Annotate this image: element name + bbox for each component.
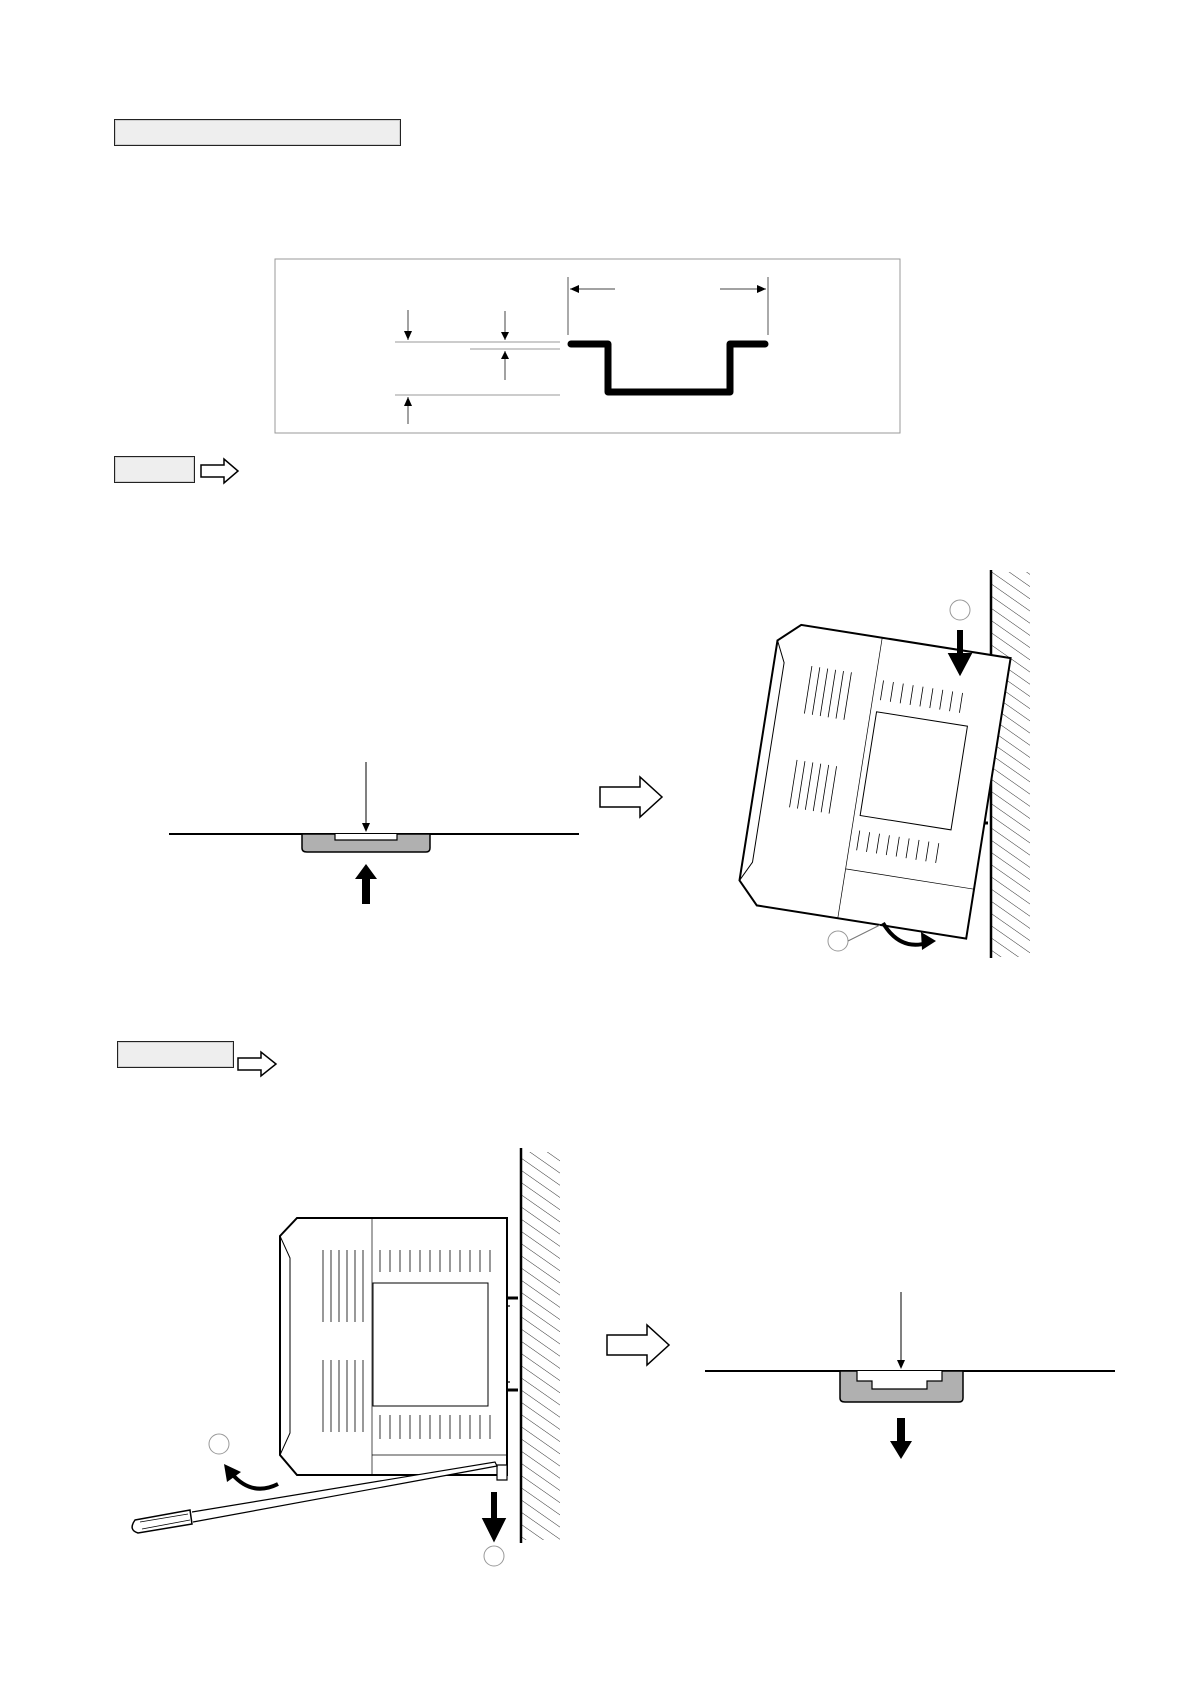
remove-wall: [521, 1148, 560, 1543]
install-wall: [991, 570, 1030, 958]
next-step-arrow-icon: [600, 777, 662, 817]
remove-module: [280, 1218, 507, 1480]
din-rail-dimension-figure: [275, 259, 900, 433]
install-latch-detail: [169, 762, 579, 852]
pull-down-arrow-icon: [485, 1494, 503, 1538]
install-module: [736, 622, 1011, 939]
remove-down-arrow-icon: [890, 1418, 912, 1459]
up-arrow-icon: [355, 864, 377, 904]
remove-label-arrow-icon: [238, 1052, 276, 1076]
remove-latch-detail: [705, 1292, 1115, 1402]
remove-next-step-arrow-icon: [607, 1325, 669, 1365]
install-label-arrow-icon: [201, 459, 238, 483]
rotate-out-arrow-icon: [224, 1464, 278, 1489]
